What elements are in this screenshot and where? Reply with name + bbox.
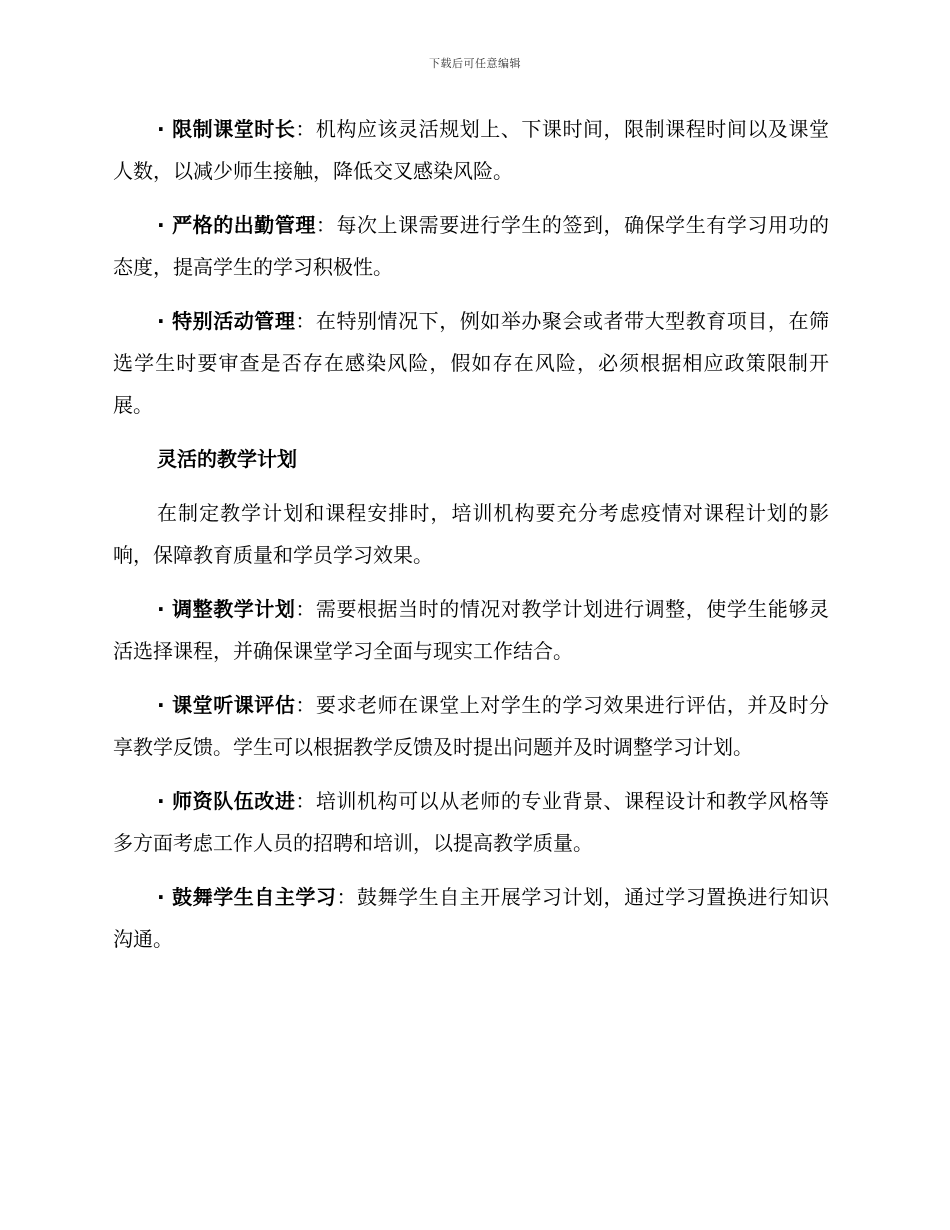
bullet-text: 在特别情况下，例如举办聚会或者带大型教育项目，在筛选学生时要审查是否存在感染风险，假如存在风险，必须根据相应政策限制开展。 (113, 309, 829, 417)
page-header: 下载后可任意编辑 (429, 57, 521, 70)
bullet-term: · 师资队伍改进 (157, 789, 296, 813)
bullet-paragraph (113, 684, 829, 768)
term-separator: ： (295, 309, 316, 333)
bullet-term: · 课堂听课评估 (157, 693, 296, 717)
bullet-text: 每次上课需要进行学生的签到，确保学生有学习用功的态度，提高学生的学习积极性。 (113, 213, 830, 279)
bullet-term: · 限制课堂时长 (157, 117, 296, 141)
bullet-paragraph (113, 300, 829, 426)
bullet-text: 鼓舞学生自主开展学习计划，通过学习置换进行知识沟通。 (113, 885, 830, 951)
term-separator: ： (315, 213, 337, 237)
document-body (113, 108, 829, 972)
term-separator: ： (295, 117, 316, 141)
bullet-paragraph (113, 780, 829, 864)
bullet-paragraph (113, 108, 829, 192)
bullet-term: · 调整教学计划 (157, 597, 296, 621)
bullet-paragraph (113, 204, 829, 288)
section-intro: 在制定教学计划和课程安排时，培训机构要充分考虑疫情对课程计划的影响，保障教育质量和学员学习效果。 (113, 501, 829, 567)
bullet-term: · 鼓舞学生自主学习 (157, 885, 337, 909)
term-separator: ： (295, 693, 316, 717)
bullet-term: · 特别活动管理 (157, 309, 296, 333)
term-separator: ： (295, 789, 316, 813)
bullet-text: 培训机构可以从老师的专业背景、课程设计和教学风格等多方面考虑工作人员的招聘和培训，以提高教学质量。 (113, 789, 829, 855)
bullet-term: · 严格的出勤管理 (157, 213, 316, 237)
bullet-text: 需要根据当时的情况对教学计划进行调整，使学生能够灵活选择课程，并确保课堂学习全面与现实工作结合。 (113, 597, 829, 663)
bullet-text: 要求老师在课堂上对学生的学习效果进行评估，并及时分享教学反馈。学生可以根据教学反馈及时提出问题并及时调整学习计划。 (113, 693, 829, 759)
bullet-paragraph (113, 876, 829, 960)
section-heading: 灵活的教学计划 (157, 447, 297, 471)
term-separator: ： (295, 597, 316, 621)
bullet-paragraph (113, 588, 829, 672)
bullet-text: 机构应该灵活规划上、下课时间，限制课程时间以及课堂人数，以减少师生接触，降低交叉感染风险。 (113, 117, 829, 183)
term-separator: ： (336, 885, 358, 909)
